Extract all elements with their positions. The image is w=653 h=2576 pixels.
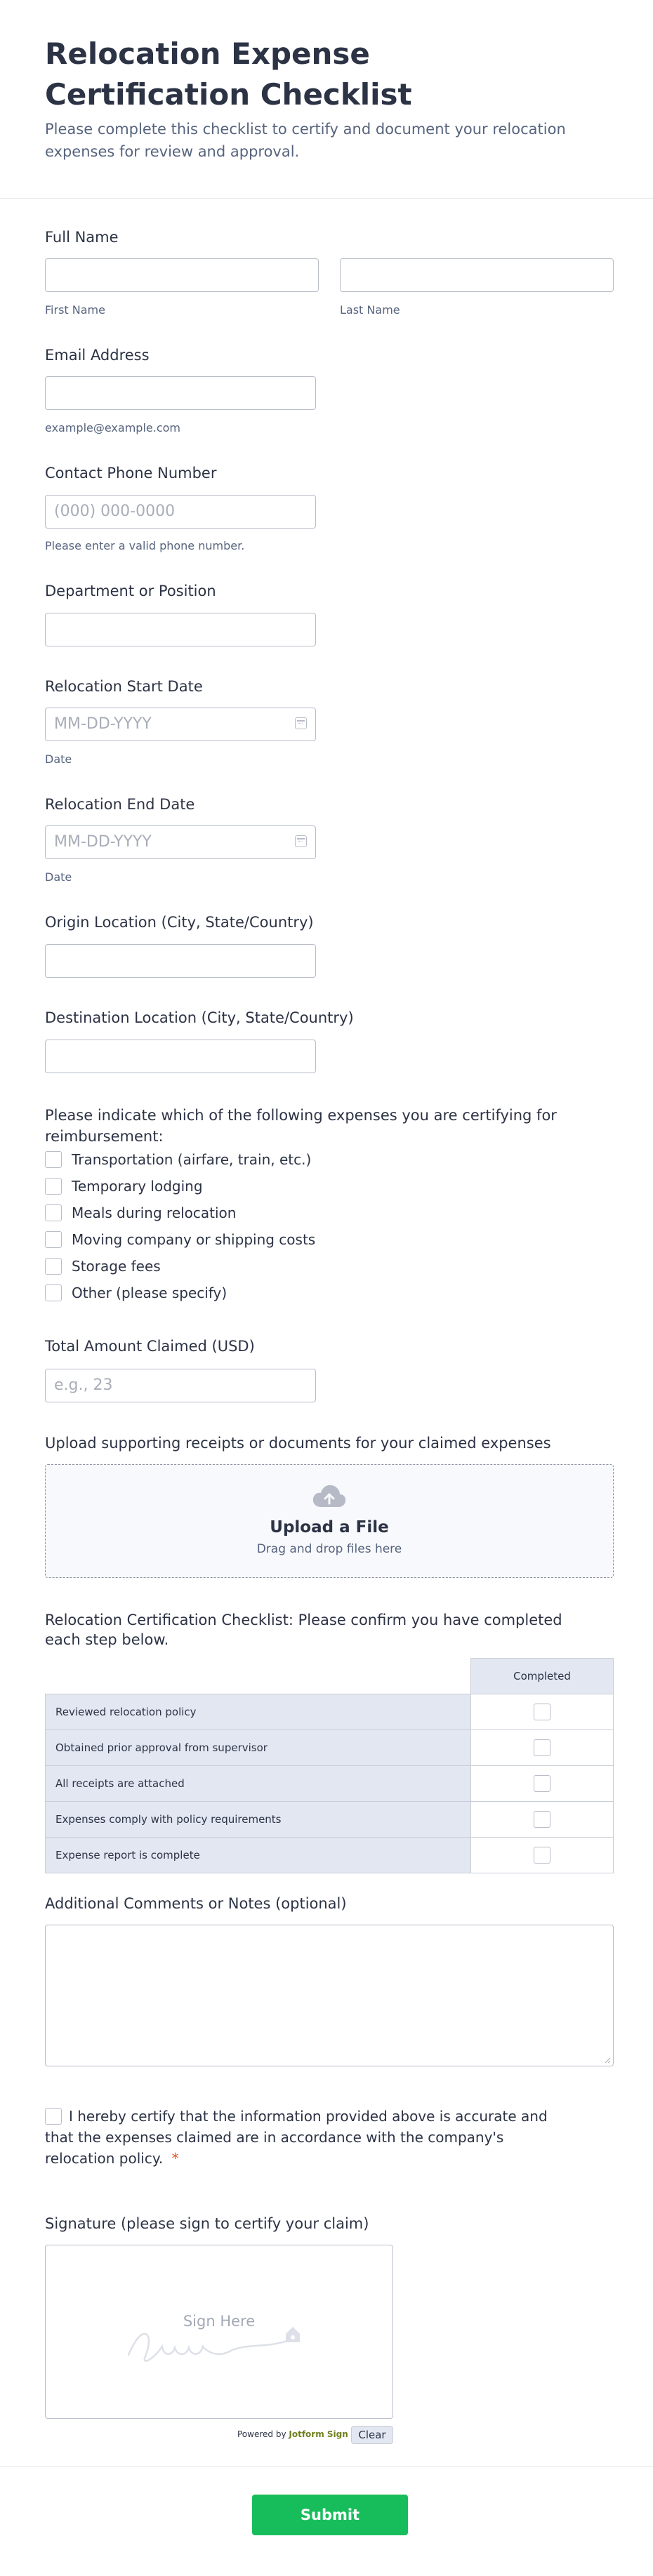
checkbox[interactable] <box>534 1847 550 1864</box>
checkbox[interactable] <box>45 1258 62 1275</box>
footer-divider <box>0 2466 653 2467</box>
start-date-placeholder: MM-DD-YYYY <box>54 715 152 733</box>
expense-option[interactable] <box>45 1204 236 1221</box>
total-label: Total Amount Claimed (USD) <box>45 1338 255 1355</box>
start-date-input[interactable] <box>45 708 316 741</box>
department-label: Department or Position <box>45 583 216 599</box>
expense-option[interactable] <box>45 1258 161 1275</box>
comments-label: Additional Comments or Notes (optional) <box>45 1895 347 1912</box>
expense-option[interactable] <box>45 1178 203 1195</box>
clear-signature-button[interactable]: Clear <box>351 2426 393 2444</box>
table-row <box>46 1766 614 1802</box>
expense-option-label: Moving company or shipping costs <box>72 1231 316 1248</box>
checkbox[interactable] <box>45 1178 62 1195</box>
certify-text: I hereby certify that the information provided above is accurate and that the expenses claimed are in accordance with the company's relocation policy. <box>45 2108 548 2167</box>
end-date-input[interactable] <box>45 825 316 859</box>
matrix-row-label: Obtained prior approval from supervisor <box>46 1730 471 1766</box>
matrix-row-label: All receipts are attached <box>46 1766 471 1802</box>
expense-option[interactable] <box>45 1284 227 1301</box>
last-name-input[interactable] <box>340 258 614 292</box>
table-row <box>46 1802 614 1838</box>
matrix-row-label: Expense report is complete <box>46 1838 471 1873</box>
table-row <box>46 1730 614 1766</box>
last-name-sublabel: Last Name <box>340 303 400 317</box>
end-date-placeholder: MM-DD-YYYY <box>54 833 152 851</box>
expense-option-label: Meals during relocation <box>72 1204 237 1221</box>
first-name-sublabel: First Name <box>45 303 105 317</box>
signature-label: Signature (please sign to certify your claim) <box>45 2215 369 2232</box>
checkbox[interactable] <box>45 1284 62 1301</box>
total-placeholder: e.g., 23 <box>54 1376 113 1394</box>
checkbox[interactable] <box>45 1231 62 1248</box>
origin-input[interactable] <box>45 944 316 978</box>
expense-option[interactable] <box>45 1151 311 1168</box>
email-label: Email Address <box>45 347 150 364</box>
phone-sublabel: Please enter a valid phone number. <box>45 539 245 552</box>
page-title: Relocation Expense Certification Checklist <box>45 36 412 112</box>
checklist-matrix <box>45 1658 614 1873</box>
certify-checkbox[interactable] <box>45 2108 62 2125</box>
table-row <box>46 1694 614 1730</box>
expense-option-label: Storage fees <box>72 1258 161 1275</box>
submit-button[interactable]: Submit Certification <box>252 2495 408 2535</box>
checkbox[interactable] <box>534 1704 550 1720</box>
first-name-input[interactable] <box>45 258 319 292</box>
expense-option[interactable] <box>45 1231 315 1248</box>
email-input[interactable] <box>45 376 316 410</box>
resize-handle-icon[interactable] <box>604 2057 611 2064</box>
calendar-icon[interactable] <box>295 717 307 729</box>
phone-placeholder: (000) 000-0000 <box>54 503 176 520</box>
phone-label: Contact Phone Number <box>45 465 217 482</box>
jotform-sign-brand[interactable]: Jotform Sign <box>289 2429 348 2439</box>
powered-by-text: Powered by <box>237 2429 286 2439</box>
comments-textarea[interactable] <box>45 1925 614 2066</box>
end-date-sublabel: Date <box>45 870 72 884</box>
file-upload-dropzone[interactable] <box>45 1464 614 1578</box>
start-date-sublabel: Date <box>45 752 72 766</box>
upload-label: Upload supporting receipts or documents for your claimed expenses <box>45 1435 551 1452</box>
phone-input[interactable] <box>45 495 316 529</box>
expenses-label: Please indicate which of the following expenses you are certifying for reimbursement: <box>45 1107 557 1145</box>
matrix-row-label: Expenses comply with policy requirements <box>46 1802 471 1838</box>
checklist-label: Relocation Certification Checklist: Please confirm you have completed each step below. <box>45 1612 562 1648</box>
checkbox[interactable] <box>45 1151 62 1168</box>
checkbox[interactable] <box>45 1204 62 1221</box>
cloud-upload-icon <box>311 1483 348 1510</box>
signature-placeholder: Sign Here <box>183 2313 256 2330</box>
required-marker: * <box>171 2150 179 2167</box>
signature-pad[interactable] <box>45 2245 393 2419</box>
destination-input[interactable] <box>45 1040 316 1073</box>
expense-option-label: Transportation (airfare, train, etc.) <box>72 1151 312 1168</box>
department-input[interactable] <box>45 613 316 646</box>
certify-field <box>45 2106 558 2169</box>
end-date-label: Relocation End Date <box>45 796 195 813</box>
full-name-label: Full Name <box>45 229 119 246</box>
origin-label: Origin Location (City, State/Country) <box>45 914 314 931</box>
form-header <box>0 0 653 199</box>
upload-sublabel: Drag and drop files here <box>256 1542 402 1556</box>
matrix-corner <box>46 1659 471 1694</box>
destination-label: Destination Location (City, State/Country) <box>45 1009 354 1026</box>
table-row <box>46 1838 614 1873</box>
upload-title: Upload a File <box>270 1518 389 1536</box>
checkbox[interactable] <box>534 1775 550 1792</box>
checkbox[interactable] <box>534 1811 550 1828</box>
checkbox[interactable] <box>534 1739 550 1756</box>
expense-option-label: Temporary lodging <box>72 1178 203 1195</box>
matrix-row-label: Reviewed relocation policy <box>46 1694 471 1730</box>
powered-by <box>237 2429 348 2439</box>
total-input[interactable] <box>45 1369 316 1402</box>
email-sublabel: example@example.com <box>45 421 180 434</box>
page-subtitle: Please complete this checklist to certify and document your relocation expenses for review and approval. <box>45 121 566 160</box>
calendar-icon[interactable] <box>295 835 307 847</box>
expense-option-label: Other (please specify) <box>72 1284 227 1301</box>
matrix-column-header: Completed <box>471 1659 614 1694</box>
start-date-label: Relocation Start Date <box>45 678 203 695</box>
